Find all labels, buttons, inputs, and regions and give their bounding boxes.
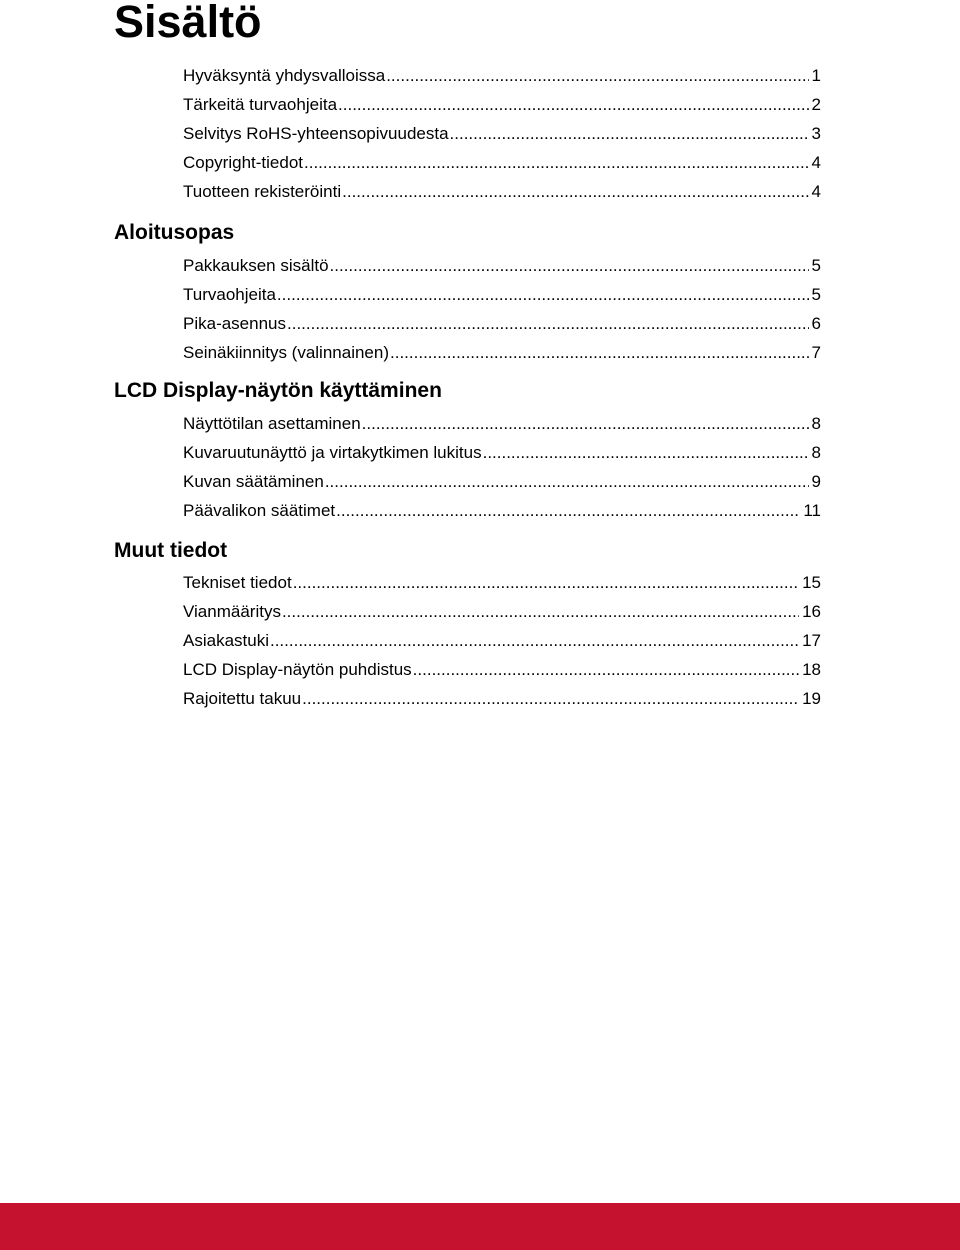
toc-entry[interactable] [183, 64, 821, 88]
toc-entry[interactable] [183, 600, 821, 624]
toc-page-number: 7 [811, 343, 821, 362]
toc-section-heading[interactable]: Muut tiedot [114, 539, 228, 562]
toc-entry-title: Turvaohjeita [183, 285, 276, 304]
dot-leader [302, 687, 799, 711]
toc-page-number: 1 [811, 66, 821, 85]
toc-section-heading[interactable]: LCD Display-näytön käyttäminen [114, 379, 442, 402]
dot-leader [386, 64, 808, 88]
dot-leader [304, 151, 809, 175]
toc-page-number: 3 [811, 124, 821, 143]
toc-entry-title: Tekniset tiedot [183, 573, 292, 592]
toc-entry-title: Kuvan säätäminen [183, 472, 324, 491]
toc-page-number: 5 [811, 285, 821, 304]
toc-entry[interactable] [183, 122, 821, 146]
dot-leader [483, 441, 809, 465]
toc-page-number: 19 [802, 689, 821, 708]
dot-leader [362, 412, 809, 436]
toc-page-number: 16 [802, 602, 821, 621]
toc-entry[interactable] [183, 470, 821, 494]
dot-leader [330, 254, 809, 278]
toc-entry-title: Tuotteen rekisteröinti [183, 182, 342, 201]
toc-entry-title: Tärkeitä turvaohjeita [183, 95, 338, 114]
toc-entry[interactable] [183, 341, 821, 365]
page-title: Sisältö [114, 0, 262, 47]
toc-entry[interactable] [183, 629, 821, 653]
toc-entry-title: Pika-asennus [183, 314, 287, 333]
toc-entry-title: Vianmääritys [183, 602, 281, 621]
toc-page-number: 11 [803, 501, 821, 520]
toc-page-number: 15 [802, 573, 821, 592]
dot-leader [287, 312, 809, 336]
toc-page-number: 2 [811, 95, 821, 114]
dot-leader [293, 571, 799, 595]
dot-leader [338, 93, 809, 117]
toc-entry-title: Rajoitettu takuu [183, 689, 302, 708]
toc-entry[interactable] [183, 441, 821, 465]
toc-section-heading[interactable]: Aloitusopas [114, 221, 235, 244]
toc-page-number: 8 [811, 443, 821, 462]
dot-leader [325, 470, 809, 494]
toc-page-number: 4 [811, 153, 821, 172]
toc-entry[interactable] [183, 254, 821, 278]
dot-leader [390, 341, 809, 365]
dot-leader [413, 658, 799, 682]
toc-entry-title: Seinäkiinnitys (valinnainen) [183, 343, 390, 362]
dot-leader [270, 629, 799, 653]
toc-page-number: 4 [811, 182, 821, 201]
dot-leader [277, 283, 809, 307]
toc-entry[interactable] [183, 180, 821, 204]
toc-entry-title: Kuvaruutunäyttö ja virtakytkimen lukitus [183, 443, 482, 462]
toc-entry-title: Pakkauksen sisältö [183, 256, 329, 275]
toc-entry[interactable] [183, 151, 821, 175]
toc-entry-title: Copyright-tiedot [183, 153, 304, 172]
toc-entry-title: Hyväksyntä yhdysvalloissa [183, 66, 386, 85]
toc-entry[interactable] [183, 312, 821, 336]
toc-page-number: 5 [811, 256, 821, 275]
toc-entry-title: Selvitys RoHS-yhteensopivuudesta [183, 124, 449, 143]
toc-entry[interactable] [183, 571, 821, 595]
toc-entry-title: Näyttötilan asettaminen [183, 414, 361, 433]
toc-entry-title: Päävalikon säätimet [183, 501, 336, 520]
toc-entry[interactable] [183, 412, 821, 436]
toc-entry-title: Asiakastuki [183, 631, 269, 650]
toc-page-number: 8 [811, 414, 821, 433]
toc-entry[interactable] [183, 658, 821, 682]
dot-leader [342, 180, 808, 204]
dot-leader [450, 122, 809, 146]
toc-page-number: 17 [802, 631, 821, 650]
toc-entry[interactable] [183, 499, 821, 523]
footer-color-bar [0, 1203, 960, 1250]
toc-entry[interactable] [183, 93, 821, 117]
toc-page-number: 9 [811, 472, 821, 491]
toc-entry[interactable] [183, 687, 821, 711]
toc-entry-title: LCD Display-näytön puhdistus [183, 660, 412, 679]
toc-page-number: 6 [811, 314, 821, 333]
dot-leader [336, 499, 800, 523]
toc-entry[interactable] [183, 283, 821, 307]
dot-leader [282, 600, 799, 624]
toc-page-number: 18 [802, 660, 821, 679]
